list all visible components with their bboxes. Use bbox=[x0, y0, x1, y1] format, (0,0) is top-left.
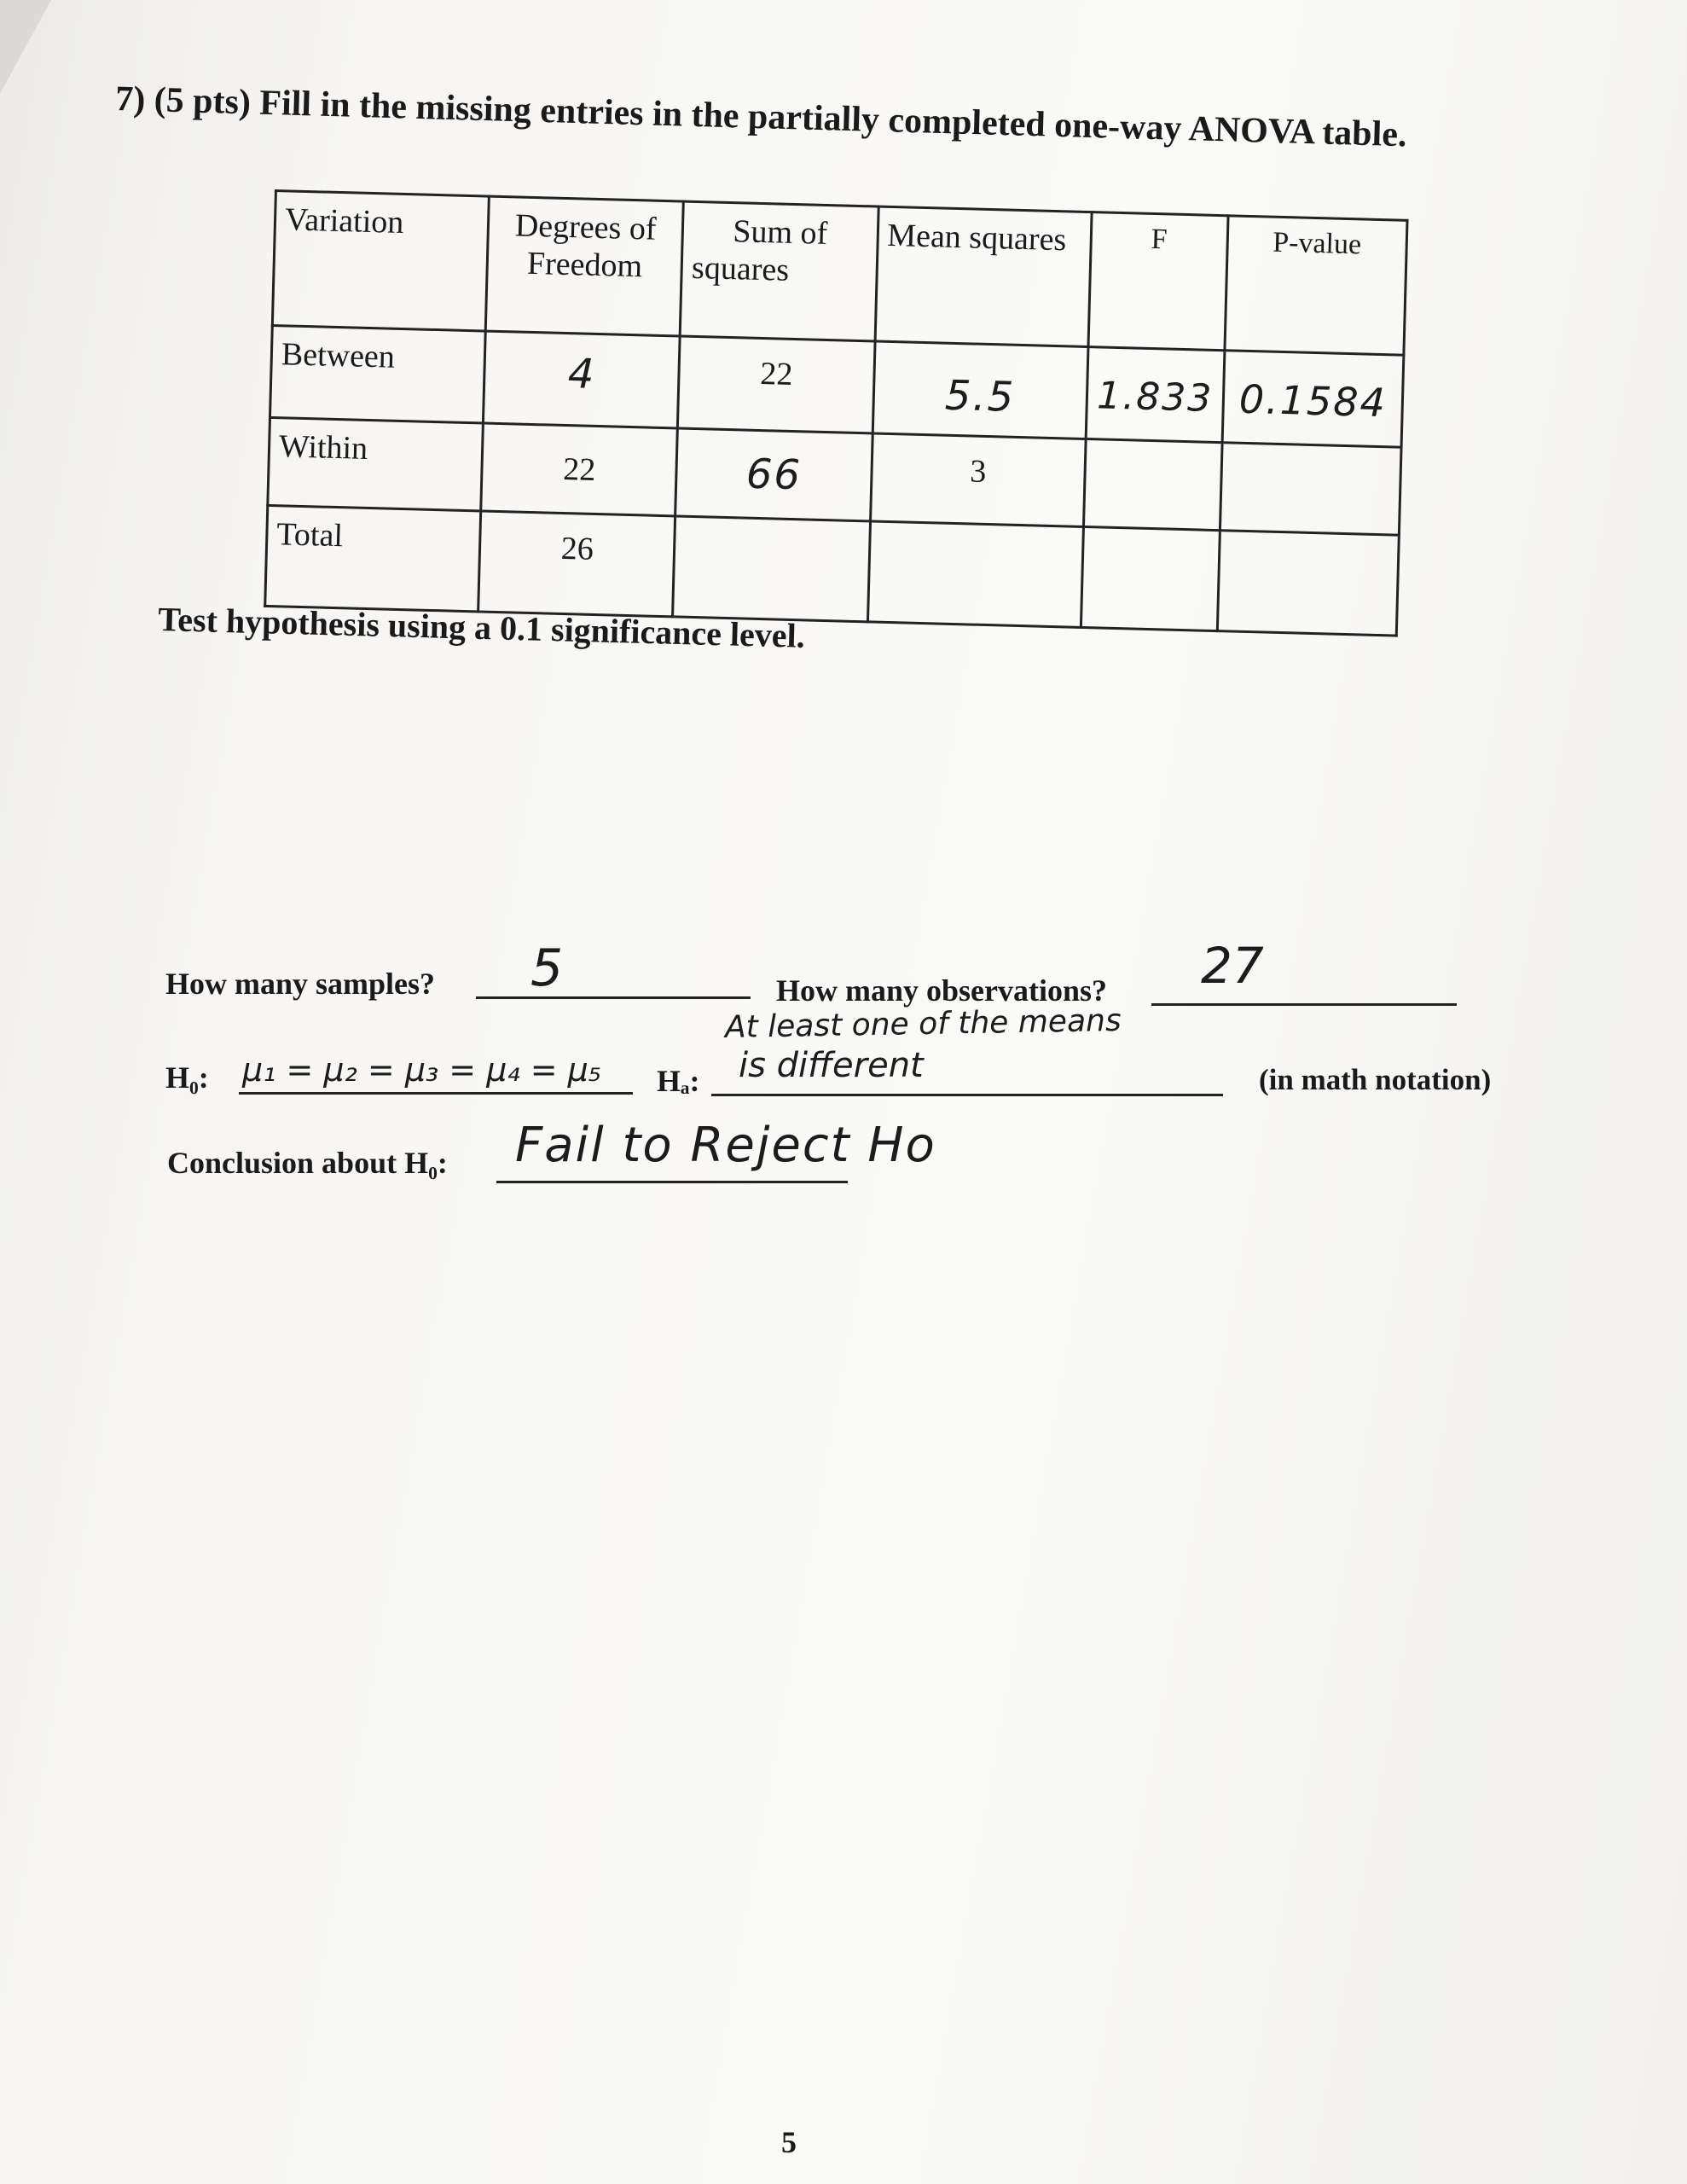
cell-within-ss: 66 bbox=[675, 428, 872, 521]
h0-answer-line bbox=[239, 1092, 633, 1095]
question-text: Fill in the missing entries in the partially completed one-way ANOVA table. bbox=[258, 83, 1408, 155]
anova-table bbox=[264, 189, 1409, 620]
cell-within-p bbox=[1220, 443, 1401, 535]
math-notation-note: (in math notation) bbox=[1259, 1063, 1492, 1096]
header-sum-of-squares: Sum of squares bbox=[681, 201, 878, 341]
test-instruction: Test hypothesis using a 0.1 significance level. bbox=[157, 599, 806, 655]
page-number: 5 bbox=[781, 2125, 797, 2159]
samples-answer[interactable]: 5 bbox=[530, 938, 564, 998]
cell-between-p: 0.1584 bbox=[1222, 351, 1404, 447]
samples-answer-line bbox=[476, 996, 751, 999]
cell-total-f bbox=[1081, 526, 1220, 630]
observations-answer-line bbox=[1151, 1003, 1457, 1006]
cell-within-df: 22 bbox=[481, 423, 678, 516]
question-number: 7) (5 pts) bbox=[114, 78, 252, 123]
conclusion-label: Conclusion about H₀: bbox=[167, 1146, 448, 1180]
observations-answer[interactable]: 27 bbox=[1201, 937, 1264, 995]
row-label-total: Total bbox=[265, 505, 481, 612]
cell-total-ss bbox=[673, 516, 870, 622]
cell-between-f: 1.833 bbox=[1086, 347, 1225, 443]
conclusion-answer[interactable]: Fail to Reject Ho bbox=[515, 1118, 936, 1173]
ha-label: Hₐ: bbox=[657, 1064, 700, 1098]
paper-corner bbox=[0, 0, 51, 94]
cell-total-p bbox=[1217, 531, 1399, 636]
cell-between-df: 4 bbox=[484, 331, 681, 428]
cell-between-ms: 5.5 bbox=[872, 341, 1088, 439]
question-prompt bbox=[115, 78, 1583, 160]
header-variation: Variation bbox=[272, 191, 489, 331]
ha-answer-line-1[interactable]: At least one of the means bbox=[724, 1002, 1122, 1046]
header-degrees-of-freedom: Degrees of Freedom bbox=[485, 196, 683, 336]
ha-answer-line-2[interactable]: is different bbox=[739, 1046, 924, 1085]
observations-label: How many observations? bbox=[776, 973, 1108, 1008]
h0-label: H₀: bbox=[165, 1060, 209, 1095]
header-mean-squares: Mean squares bbox=[875, 206, 1092, 346]
row-label-between: Between bbox=[270, 325, 485, 423]
cell-within-ms: 3 bbox=[870, 433, 1086, 527]
ha-answer-line bbox=[711, 1094, 1223, 1096]
header-f: F bbox=[1088, 212, 1228, 351]
h0-answer[interactable]: μ₁ = μ₂ = μ₃ = μ₄ = μ₅ bbox=[242, 1051, 602, 1089]
cell-between-ss: 22 bbox=[678, 336, 875, 433]
cell-total-df: 26 bbox=[478, 511, 675, 617]
row-label-within: Within bbox=[268, 417, 484, 511]
header-p-value: P-value bbox=[1225, 216, 1407, 355]
cell-within-f bbox=[1083, 439, 1222, 530]
conclusion-answer-line bbox=[496, 1181, 848, 1183]
samples-label: How many samples? bbox=[165, 967, 436, 1001]
cell-total-ms bbox=[867, 521, 1083, 628]
